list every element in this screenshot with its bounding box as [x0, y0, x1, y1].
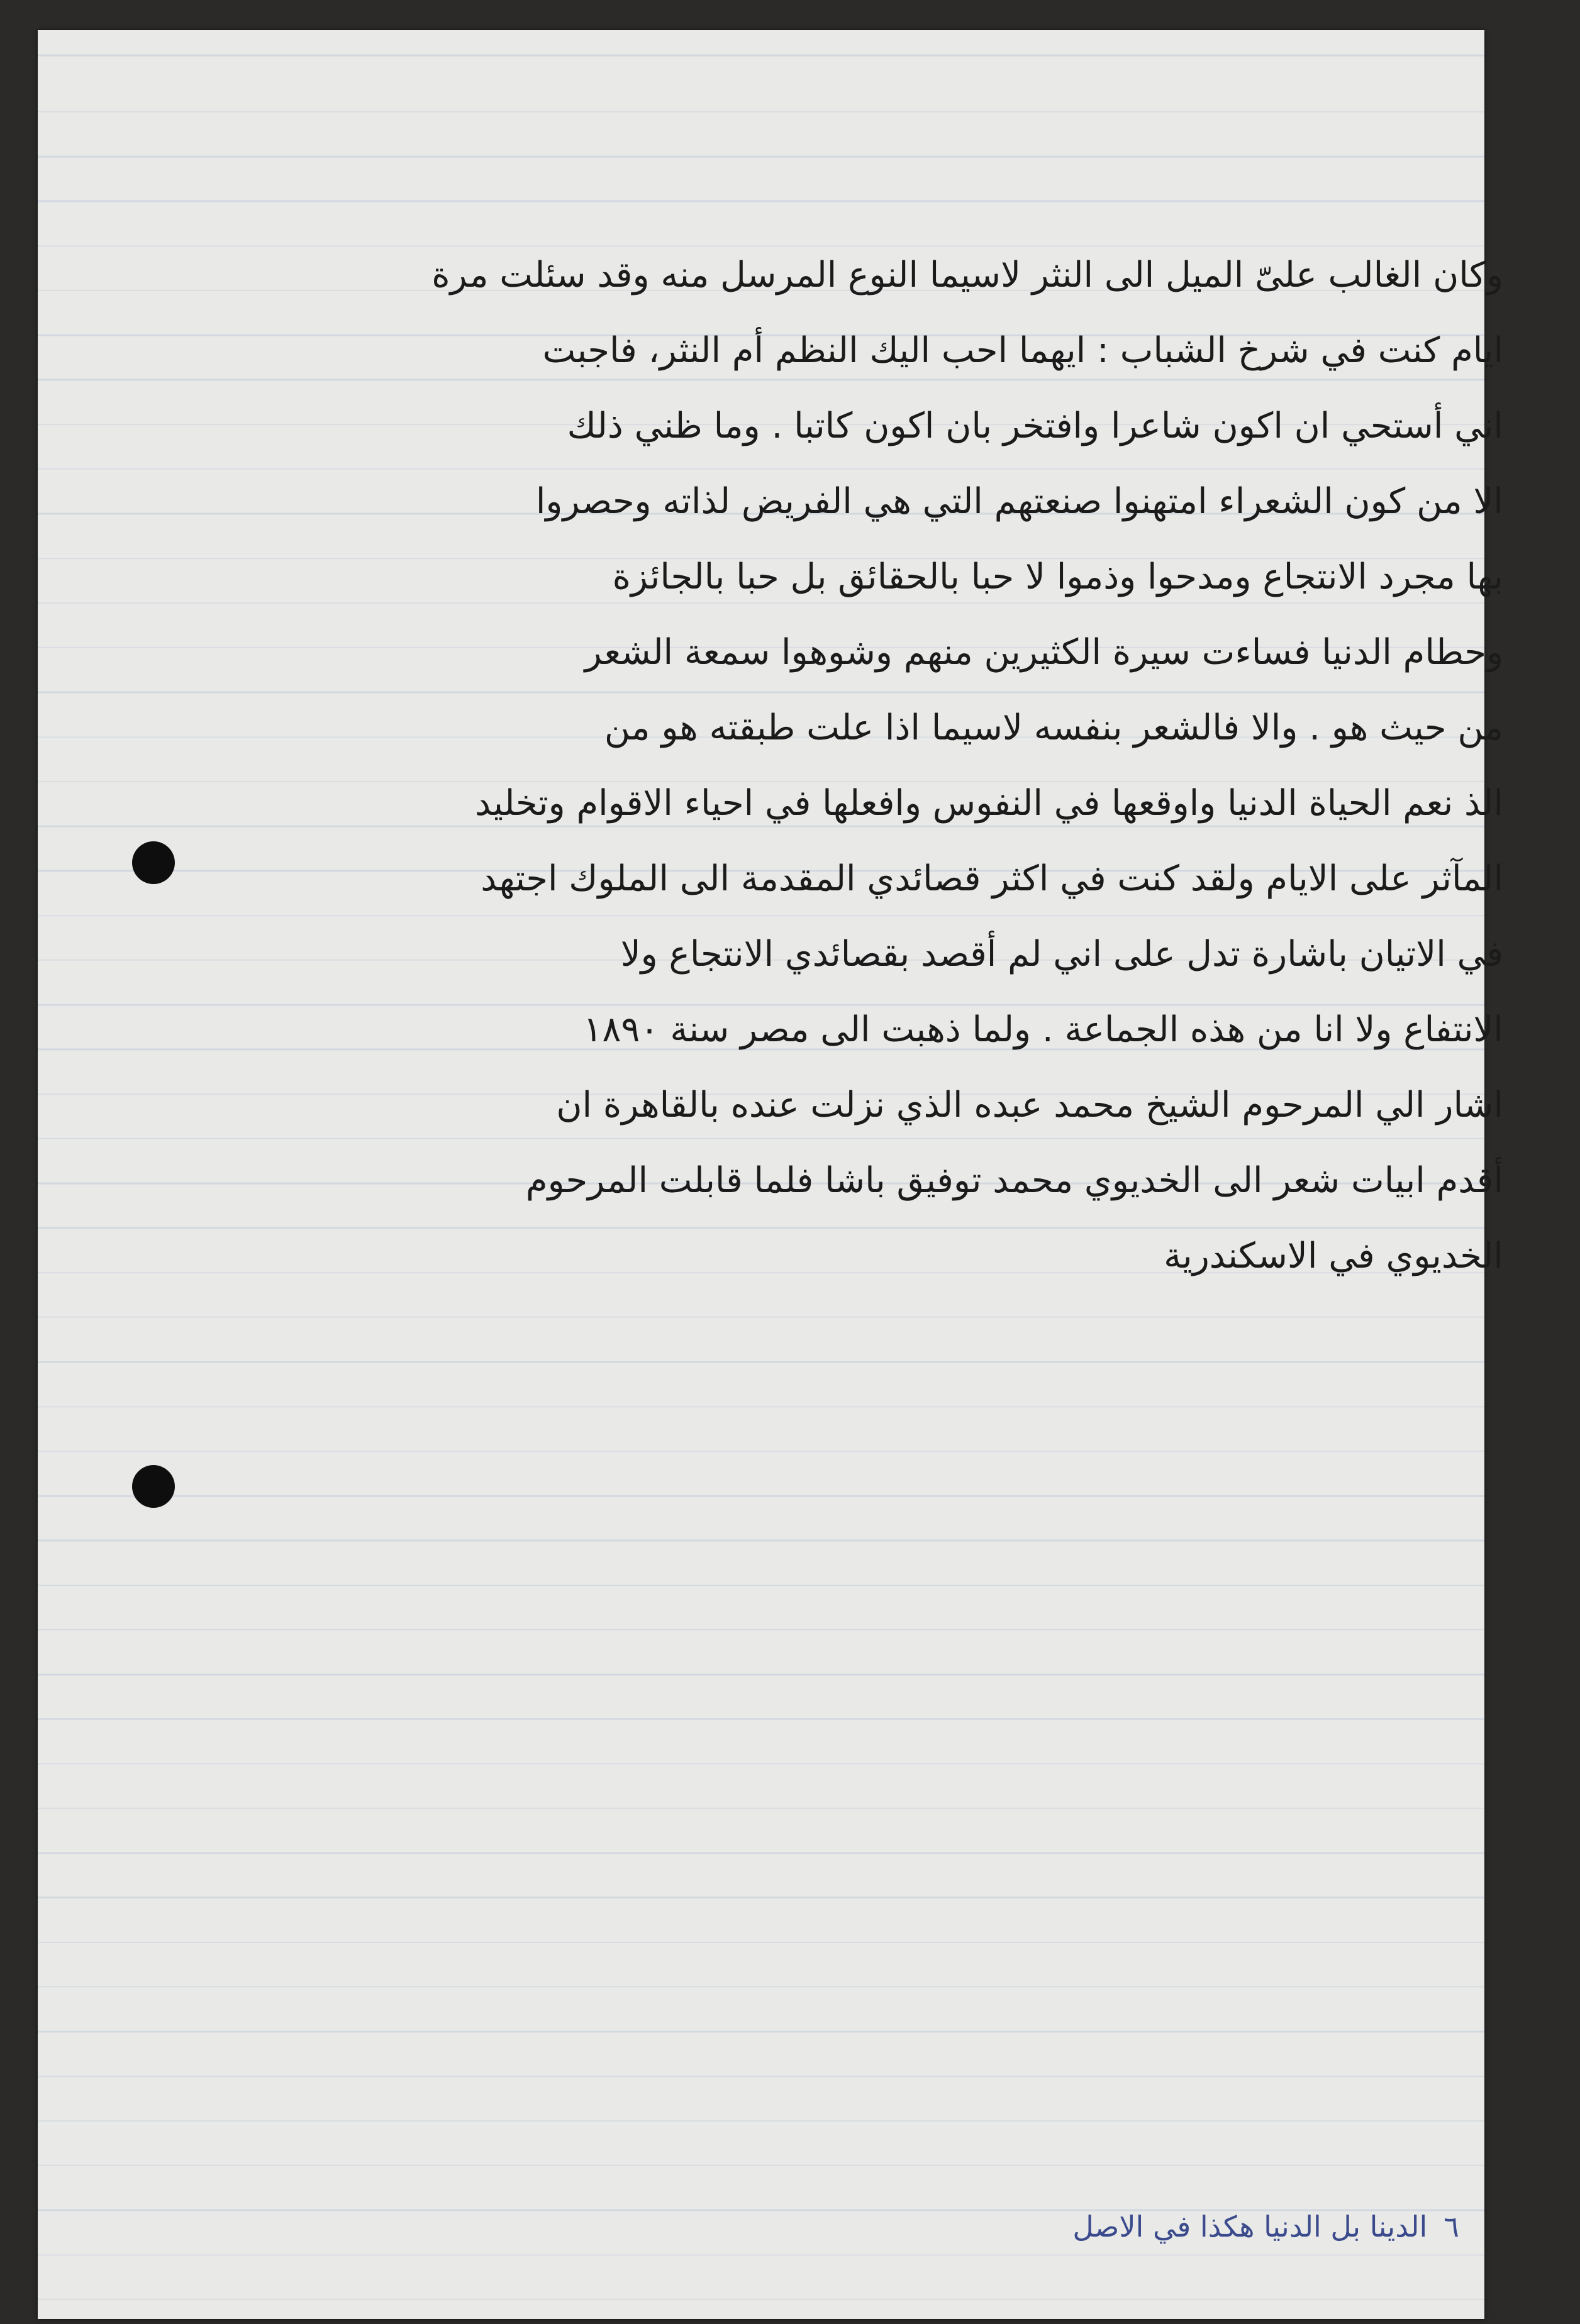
notebook-page [38, 30, 1503, 2319]
footnote-text: الدينا بل الدنيا هكذا في الاصل [1072, 2210, 1428, 2244]
text-line-2: ايام كنت في شرخ الشباب : ايهما احب اليك النظم أم النثر، فاجبت [542, 330, 1503, 371]
text-line-4: الا من كون الشعراء امتهنوا صنعتهم التي هي الفريض لذاته وحصروا [535, 481, 1503, 522]
text-line-12: اشار الي المرحوم الشيخ محمد عبده الذي نزلت عنده بالقاهرة ان [556, 1085, 1503, 1126]
text-line-7: من حيث هو . والا فالشعر بنفسه لاسيما اذا علت طبقته هو من [604, 707, 1503, 748]
footnote-number: ٦ [1444, 2210, 1459, 2244]
text-line-13: أقدم ابيات شعر الى الخديوي محمد توفيق باشا فلما قابلت المرحوم [525, 1160, 1503, 1201]
text-line-6: وحطام الدنيا فساءت سيرة الكثيرين منهم وشوهوا سمعة الشعر [584, 632, 1503, 673]
text-line-8: الذ نعم الحياة الدنيا واوقعها في النفوس وافعلها في احياء الاقوام وتخليد [475, 783, 1503, 824]
text-line-5: بها مجرد الانتجاع ومدحوا وذموا لا حبا بالحقائق بل حبا بالجائزة [612, 556, 1503, 597]
text-line-11: الانتفاع ولا انا من هذه الجماعة . ولما ذهبت الى مصر سنة ١٨٩٠ [583, 1009, 1503, 1050]
text-line-1: وكان الغالب علىّ الميل الى النثر لاسيما النوع المرسل منه وقد سئلت مرة [431, 255, 1503, 296]
punch-hole-bottom [132, 1465, 175, 1508]
text-line-9: المآثر على الايام ولقد كنت في اكثر قصائدي المقدمة الى الملوك اجتهد [481, 858, 1503, 899]
footnote [1056, 2210, 1459, 2244]
text-line-3: اني أستحي ان اكون شاعرا وافتخر بان اكون كاتبا . وما ظني ذلك [567, 406, 1503, 446]
text-line-14: الخديوي في الاسكندرية [1164, 1236, 1503, 1276]
text-line-10: في الاتيان باشارة تدل على اني لم أقصد بقصائدي الانتجاع ولا [620, 934, 1503, 975]
handwritten-text-block [132, 238, 1503, 1294]
